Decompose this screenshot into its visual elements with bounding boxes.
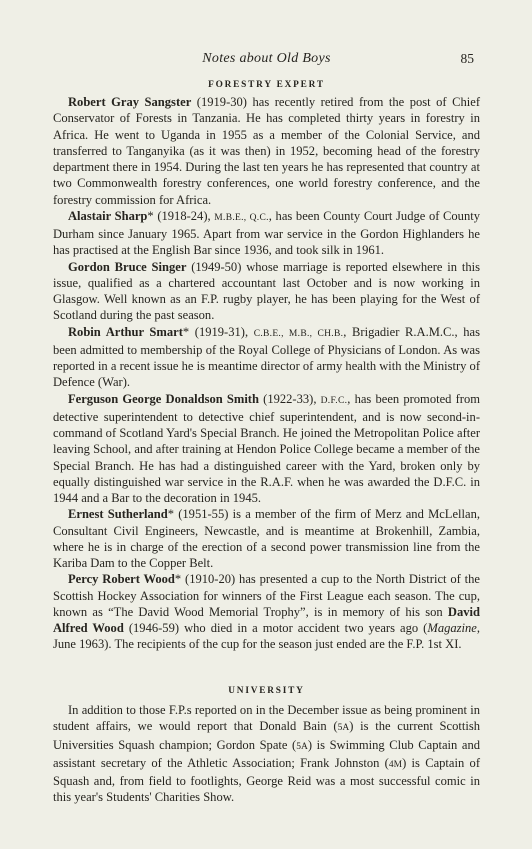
entry-text: * (1951-55) is a member of the firm of Merz and McLellan, Consultant Civil Engineers, Newcastle, and is meantime at Brokenhill, Zambia, where he is in charge of the erection of a second power transmission line from the Kariba Dam to the Copper Belt. <box>53 507 480 570</box>
entry-smart <box>53 324 480 391</box>
person-name: Gordon Bruce Singer <box>68 259 187 274</box>
section-heading-university: UNIVERSITY <box>228 686 305 696</box>
person-name: Percy Robert Wood <box>68 572 175 587</box>
entry-text: (1949-50) whose marriage is reported elsewhere in this issue, qualified as a chartered accountant last October and is now working in Glasgow. Well known as an F.P. rugby player, he has been playing for the West of Scotland during the past season. <box>53 259 481 323</box>
running-head <box>53 51 480 69</box>
publication-title: Magazine <box>427 621 477 635</box>
running-title: Notes about Old Boys <box>202 51 331 66</box>
entry-dates: * (1918-24), <box>147 208 215 223</box>
paragraph-text: ) is the current Scottish Universities Squash champion; Gordon Spate ( <box>53 719 480 752</box>
paragraph-text: In addition to those F.P.s reported on in the December issue as being prominent in student affairs, we would report that Donald Bain ( <box>53 703 480 734</box>
honours: C.B.E., M.B., CH.B. <box>253 328 344 339</box>
person-name: Robert Gray Sangster <box>68 95 192 109</box>
entry-text: , Brigadier R.A.M.C., has been admitted to membership of the Royal College of Physicians of London. As was reported in a recent issue he is meantime director of army health with the Ministry of Defence (War). <box>53 324 481 390</box>
class-code: 4M <box>388 759 403 770</box>
university-paragraph <box>53 702 480 806</box>
entry-text: (1919-30) has recently retired from the post of Chief Conservator of Forests in Tanzania. He has completed thirty years in forestry in Africa. He went to Uganda in 1955 as a member of the Colonial Service, and transferred to Tanganyika (as it was then) in 1952, becoming head of the forestry department there in 1954. During the last ten years he has represented that country at two Commonwealth forestry conferences, one world forestry conference, and the forestry commission for Africa. <box>53 95 481 207</box>
entry-text: , has been County Court Judge of County Durham since January 1965. Apart from war service in the Gordon Highlanders he has practised at the English Bar since 1936, and took silk in 1961. <box>53 208 480 258</box>
person-name: Ferguson George Donaldson Smith <box>68 391 259 406</box>
class-code: 5A <box>296 741 308 752</box>
university-section <box>53 702 480 806</box>
entry-dates: (1922-33), <box>258 391 321 406</box>
person-name: Robin Arthur Smart <box>68 324 183 339</box>
class-code: 5A <box>337 723 350 734</box>
entry-text-end: , June 1963). The recipients of the cup for the season just ended are the F.P. 1st XI. <box>53 621 480 652</box>
entry-sharp <box>53 208 480 259</box>
paragraph-text: ) is Swimming Club Captain and assistant secretary of the Athletic Association; Frank Johnston ( <box>53 737 480 770</box>
honours: D.F.C. <box>320 395 348 406</box>
entry-text: * (1910-20) has presented a cup to the North District of the Scottish Hockey Association for winners of the First League each season. The cup, known as “The David Wood Memorial Trophy”, is in memory of his son <box>53 572 480 619</box>
entry-sutherland <box>53 506 480 571</box>
paragraph-text: ) is Captain of Squash and, from field to footlights, George Reid was a most successful comic in this year's Students' Charities Show. <box>53 755 481 805</box>
forestry-section <box>53 94 480 653</box>
entry-text: , has been promoted from detective superintendent to detective chief superintendent, and is now second-in-command of Scotland Yard's Special Branch. He joined the Metropolitan Police after leaving School, and after training at Hendon Police College became a member of the Special Branch. He has had a distinguished career with the Yard, broken only by equally distinguished war service in the R.A.F. when he was awarded the D.F.C. in 1944 and a Bar to the decoration in 1945. <box>53 391 480 505</box>
page-number: 85 <box>460 51 474 66</box>
entry-text-continued: (1946-59) who died in a motor accident two years ago ( <box>123 621 428 635</box>
person-name-secondary: David Alfred Wood <box>53 604 480 635</box>
honours: M.B.E., Q.C. <box>214 212 269 223</box>
entry-smith <box>53 391 480 507</box>
entry-singer <box>53 259 480 324</box>
section-heading-forestry: FORESTRY EXPERT <box>208 80 325 90</box>
person-name: Alastair Sharp <box>68 208 148 223</box>
entry-dates: * (1919-31), <box>182 324 254 339</box>
person-name: Ernest Sutherland <box>68 507 168 522</box>
entry-wood <box>53 571 480 652</box>
entry-sangster <box>53 94 480 208</box>
